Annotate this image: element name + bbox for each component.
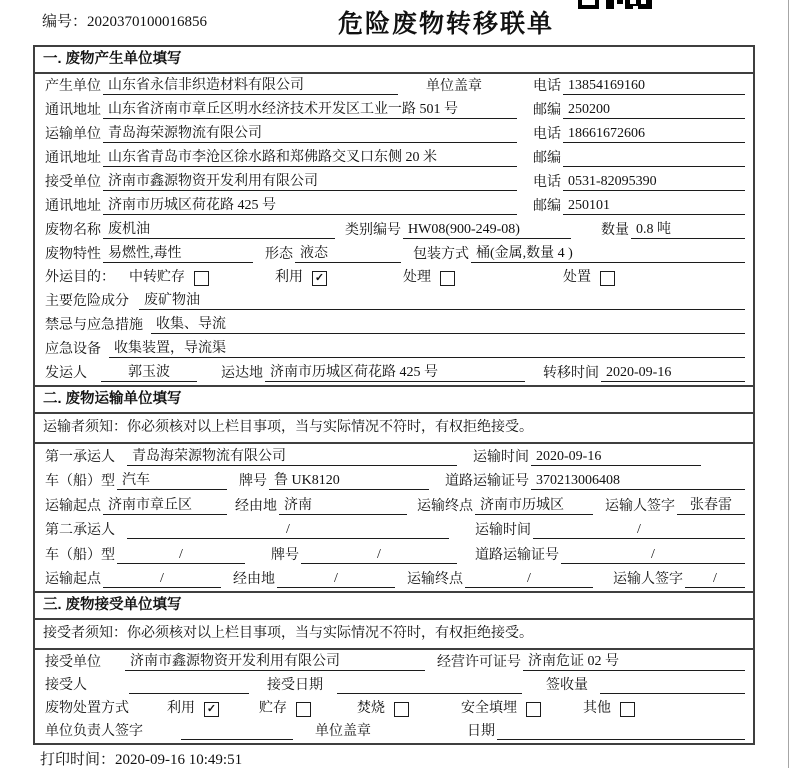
producer-phone-value: 13854169160 (563, 78, 745, 95)
waste-name-label: 废物名称 (45, 223, 101, 238)
phone-label: 电话 (533, 79, 561, 94)
leader-sign-label: 单位负责人签字 (45, 724, 143, 739)
end2-value: / (465, 571, 593, 588)
phone-label: 电话 (533, 127, 561, 142)
purpose-label: 外运目的： (45, 270, 115, 285)
date-value (497, 723, 745, 740)
transfer-time-value: 2020-09-16 (601, 365, 745, 382)
accept-person-value (129, 677, 249, 694)
phone-label: 电话 (533, 175, 561, 190)
category-value: HW08(900-249-08) (403, 222, 571, 239)
field-row-transporter-address (35, 146, 753, 170)
section-transport (35, 385, 753, 591)
destination-label: 运达地 (221, 366, 263, 381)
quantity-value: 0.8 吨 (631, 218, 745, 239)
quantity-label: 数量 (601, 223, 629, 238)
leader-sign-value (181, 723, 293, 740)
carrier1-value: 青岛海荣源物流有限公司 (127, 445, 457, 466)
print-time-label: 打印时间： (40, 752, 116, 768)
address-label: 通讯地址 (45, 103, 101, 118)
unit-seal-label: 单位盖章 (315, 724, 371, 739)
transport-time-label: 运输时间 (473, 449, 529, 465)
carrier1-label: 第一承运人 (45, 449, 115, 465)
transfer-time-label: 转移时间 (543, 366, 599, 381)
section-transport-title: 二. 废物运输单位填写 (35, 387, 753, 414)
receiver-phone-value: 0531-82095390 (563, 174, 745, 191)
accept-unit-value: 济南市鑫源物资开发利用有限公司 (125, 650, 425, 671)
disposal-option-label: 利用 (167, 701, 195, 716)
transport-time1-value: 2020-09-16 (531, 449, 701, 466)
character-value: 易燃性,毒性 (103, 242, 253, 263)
accept-date-label: 接受日期 (267, 678, 323, 693)
section-producer-title: 一. 废物产生单位填写 (35, 47, 753, 74)
accept-date-value (337, 677, 522, 694)
receiver-label: 接受单位 (45, 175, 101, 190)
character-label: 废物特性 (45, 247, 101, 262)
sign2-value: / (685, 571, 745, 588)
permit2-value: / (561, 547, 745, 564)
field-row-disposal (35, 697, 753, 720)
accept-unit-label: 接受单位 (45, 655, 101, 670)
category-label: 类别编号 (345, 223, 401, 238)
section-receiver-title: 三. 废物接受单位填写 (35, 593, 753, 620)
origin1-value: 济南市章丘区 (103, 494, 227, 515)
field-row-waste-name (35, 218, 753, 242)
purpose-option-label: 中转贮存 (129, 270, 185, 285)
zip-label: 邮编 (533, 199, 561, 214)
origin2-value: / (103, 571, 221, 588)
equipment-label: 应急设备 (45, 342, 101, 357)
equipment-value: 收集装置，导流渠 (109, 337, 745, 358)
disposal-other-checkbox (620, 702, 635, 717)
purpose-treat-checkbox (440, 271, 455, 286)
vehicle1-value: 汽车 (117, 469, 227, 490)
field-row-route1 (35, 493, 753, 518)
vehicle-label: 车（船）型 (45, 474, 115, 489)
section-receiver (35, 591, 753, 743)
purpose-option-label: 利用 (275, 270, 303, 285)
transport-time-label: 运输时间 (475, 523, 531, 538)
producer-address-value: 山东省济南市章丘区明水经济技术开发区工业一路 501 号 (103, 98, 517, 119)
producer-zip-value: 250200 (563, 102, 745, 119)
transporter-label: 运输单位 (45, 127, 101, 142)
vehicle2-value: / (117, 547, 245, 564)
transporter-address-value: 山东省青岛市李沧区徐水路和郑佛路交叉口东侧 20 米 (103, 146, 517, 167)
sign-qty-label: 签收量 (546, 678, 588, 693)
transporter-value: 青岛海荣源物流有限公司 (103, 122, 517, 143)
transport-time2-value: / (533, 522, 745, 539)
purpose-option-label: 处理 (403, 270, 431, 285)
zip-label: 邮编 (533, 151, 561, 166)
disposal-option-label: 其他 (583, 701, 611, 716)
carrier2-value: / (127, 522, 449, 539)
transporter-zip-value (563, 150, 745, 167)
via1-value: 济南 (279, 494, 407, 515)
producer-label: 产生单位 (45, 79, 101, 94)
receiver-notice: 接受者须知：你必须核对以上栏目事项，当与实际情况不符时，有权拒绝接受。 (35, 620, 753, 650)
receiver-zip-value: 250101 (563, 198, 745, 215)
plate1-value: 鲁 UK8120 (269, 469, 429, 490)
purpose-dispose-checkbox (600, 271, 615, 286)
hazard-label: 主要危险成分 (45, 294, 129, 309)
end-label: 运输终点 (407, 572, 463, 587)
permit1-value: 370213006408 (531, 473, 745, 490)
producer-value: 山东省永信非织造材料有限公司 (103, 74, 398, 95)
qr-code-icon (578, 0, 652, 9)
sign-qty-value (600, 677, 745, 694)
transport-notice: 运输者须知：你必须核对以上栏目事项，当与实际情况不符时，有权拒绝接受。 (35, 414, 753, 444)
origin-label: 运输起点 (45, 498, 101, 514)
plate-label: 牌号 (271, 547, 299, 563)
viewer-page-edge (788, 0, 789, 768)
address-label: 通讯地址 (45, 151, 101, 166)
taboo-label: 禁忌与应急措施 (45, 318, 143, 333)
permit-label: 道路运输证号 (475, 547, 559, 563)
shipper-value: 郭玉波 (101, 361, 197, 382)
serial-value: 2020370100016856 (87, 14, 208, 30)
disposal-landfill-checkbox (526, 702, 541, 717)
packing-value: 桶(金属,数量 4 ) (471, 242, 745, 263)
disposal-option-label: 焚烧 (357, 701, 385, 716)
field-row-receiver (35, 170, 753, 194)
print-time-value: 2020-09-16 10:49:51 (115, 752, 243, 768)
field-row-carrier1 (35, 444, 753, 469)
field-row-accept-person (35, 674, 753, 697)
via-label: 经由地 (235, 498, 277, 514)
serial-label: 编号： (42, 14, 88, 30)
page-title: 危险废物转移联单 (337, 10, 554, 38)
disposal-utilize-checkbox: ✓ (204, 702, 219, 717)
origin-label: 运输起点 (45, 572, 101, 587)
field-row-accept-unit (35, 650, 753, 674)
accept-person-label: 接受人 (45, 678, 87, 693)
seal-label: 单位盖章 (426, 79, 482, 94)
plate-label: 牌号 (239, 474, 267, 489)
shipper-label: 发运人 (45, 366, 87, 381)
disposal-label: 废物处置方式 (45, 701, 129, 716)
date-label: 日期 (467, 724, 495, 739)
section-producer (35, 47, 753, 385)
purpose-transfer-checkbox (194, 271, 209, 286)
purpose-option-label: 处置 (563, 270, 591, 285)
field-row-producer-address (35, 98, 753, 122)
carrier2-label: 第二承运人 (45, 523, 115, 538)
license-value: 济南危证 02 号 (523, 650, 745, 671)
waste-name-value: 废机油 (103, 218, 335, 239)
vehicle-label: 车（船）型 (45, 547, 115, 563)
sign1-value: 张春雷 (677, 494, 745, 515)
field-row-vehicle1 (35, 469, 753, 494)
end1-value: 济南市历城区 (475, 494, 593, 515)
permit-label: 道路运输证号 (445, 474, 529, 489)
disposal-store-checkbox (296, 702, 311, 717)
sign-label: 运输人签字 (605, 498, 675, 514)
via2-value: / (277, 571, 395, 588)
receiver-value: 济南市鑫源物资开发利用有限公司 (103, 170, 517, 191)
print-time (40, 748, 242, 769)
zip-label: 邮编 (533, 103, 561, 118)
field-row-waste-character (35, 242, 753, 266)
field-row-receiver-address (35, 194, 753, 218)
address-label: 通讯地址 (45, 199, 101, 214)
packing-label: 包装方式 (413, 247, 469, 262)
field-row-route2 (35, 567, 753, 592)
field-row-leader-sign (35, 720, 753, 743)
field-row-producer (35, 74, 753, 98)
field-row-vehicle2 (35, 542, 753, 567)
transporter-phone-value: 18661672606 (563, 126, 745, 143)
destination-value: 济南市历城区荷花路 425 号 (265, 361, 525, 382)
field-row-transporter (35, 122, 753, 146)
end-label: 运输终点 (417, 498, 473, 514)
receiver-address-value: 济南市历城区荷花路 425 号 (103, 194, 517, 215)
sign-label: 运输人签字 (613, 572, 683, 587)
field-row-shipper (35, 361, 753, 385)
purpose-utilize-checkbox: ✓ (312, 271, 327, 286)
field-row-taboo (35, 313, 753, 337)
field-row-purpose (35, 266, 753, 289)
plate2-value: / (301, 547, 457, 564)
taboo-value: 收集、导流 (151, 313, 745, 334)
disposal-option-label: 贮存 (259, 701, 287, 716)
disposal-option-label: 安全填埋 (461, 701, 517, 716)
form-label: 形态 (265, 247, 293, 262)
manifest-form (33, 45, 755, 745)
field-row-carrier2 (35, 518, 753, 543)
via-label: 经由地 (233, 572, 275, 587)
hazard-value: 废矿物油 (139, 289, 745, 310)
field-row-equipment (35, 337, 753, 361)
field-row-hazard (35, 289, 753, 313)
license-label: 经营许可证号 (437, 655, 521, 670)
form-value: 液态 (295, 242, 401, 263)
disposal-burn-checkbox (394, 702, 409, 717)
